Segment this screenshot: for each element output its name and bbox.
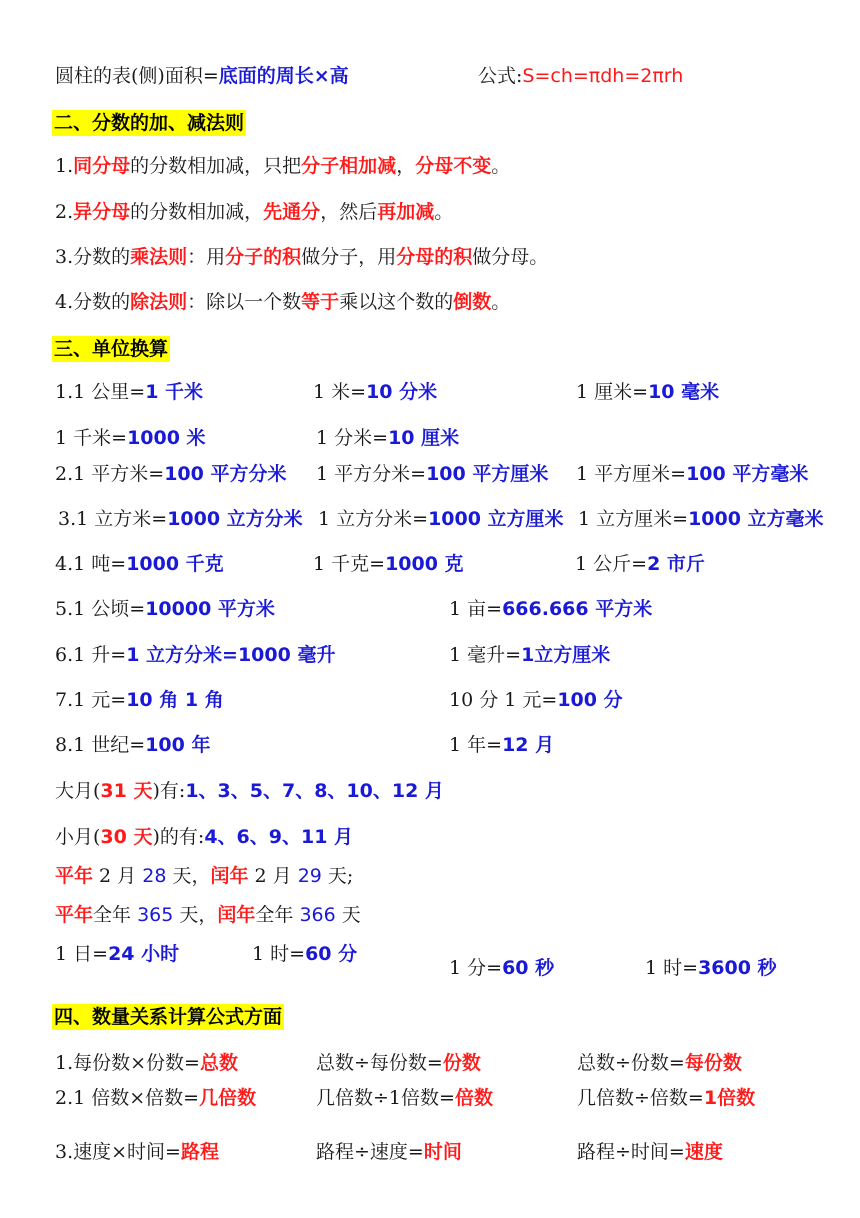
t: 2 月	[93, 865, 143, 887]
unit-row-8a	[55, 688, 224, 712]
t: 366	[299, 904, 336, 926]
formula-row-3a	[55, 1140, 219, 1164]
t: 总数÷每份数=	[316, 1052, 443, 1074]
time-c	[449, 956, 554, 980]
t: 29	[297, 865, 322, 887]
t: 乘法则	[130, 246, 188, 268]
t: 1.每份数×份数=	[55, 1052, 200, 1074]
t: 倍数	[454, 1087, 493, 1109]
t: 乘以这个数的	[339, 291, 454, 313]
t: ：用	[187, 246, 226, 268]
t: 7.1 元=	[55, 689, 127, 711]
t: 天	[335, 904, 361, 926]
t: 2.	[55, 201, 74, 223]
t: 100 年	[145, 734, 211, 756]
unit-row-6b	[449, 597, 652, 621]
unit-row-9a	[55, 733, 210, 757]
t: 10 角 1 角	[126, 689, 224, 711]
area-formula-line	[478, 64, 683, 88]
t: 1000 立方分米	[167, 508, 303, 530]
formula-label: 公式:	[478, 65, 523, 87]
t: 1 日=	[55, 943, 109, 965]
t: 再加减	[377, 201, 435, 223]
time-d	[645, 956, 777, 980]
unit-row-1b	[313, 380, 437, 404]
t: 1000 千克	[126, 553, 224, 575]
t: 。	[434, 201, 454, 223]
section-4-heading: 四、数量关系计算公式方面	[54, 1006, 283, 1028]
unit-row-3c	[576, 462, 808, 486]
t: 1 亩=	[449, 598, 503, 620]
t: 的分数相加减，只把	[130, 155, 302, 177]
t: 1、3、5、7、8、10、12 月	[185, 780, 444, 802]
t: 1 立方分米=1000 毫升	[126, 644, 336, 666]
t: 100 分	[557, 689, 623, 711]
t: 份数	[442, 1052, 481, 1074]
t: 1 平方厘米=	[576, 463, 687, 485]
t: 异分母	[73, 201, 131, 223]
t: 8.1 世纪=	[55, 734, 146, 756]
t: 闰年	[217, 904, 256, 926]
t: 除法则	[130, 291, 188, 313]
t: 总数	[199, 1052, 238, 1074]
unit-row-8b	[449, 688, 623, 712]
t: ，	[396, 155, 416, 177]
t: 1 立方厘米=	[578, 508, 689, 530]
unit-row-3a	[55, 462, 286, 486]
t: 100 平方毫米	[686, 463, 809, 485]
t: 几倍数÷1倍数=	[316, 1087, 455, 1109]
t: 全年	[255, 904, 300, 926]
t: 平年	[55, 865, 94, 887]
t: 天，	[173, 904, 218, 926]
t: 10 分米	[366, 381, 438, 403]
t: 2.1 倍数×倍数=	[55, 1087, 200, 1109]
formula-row-3c	[577, 1140, 723, 1164]
t: 1 千克=	[313, 553, 386, 575]
t: 60 秒	[502, 957, 555, 979]
t: ，然后	[320, 201, 378, 223]
t: 100 平方分米	[164, 463, 287, 485]
t: 分母不变	[415, 155, 492, 177]
t: 30 天	[100, 826, 153, 848]
rule-1	[55, 154, 510, 178]
unit-row-9b	[449, 733, 554, 757]
rule-2	[55, 200, 453, 224]
unit-row-5c	[575, 552, 705, 576]
t: 10000 平方米	[145, 598, 275, 620]
t: 10 厘米	[388, 427, 460, 449]
t: 1 千米	[145, 381, 204, 403]
t: 1.	[55, 155, 74, 177]
t: 365	[137, 904, 174, 926]
t: 做分子，用	[301, 246, 397, 268]
t: 4.分数的	[55, 291, 131, 313]
t: 大月(	[55, 780, 101, 802]
section-2-heading: 二、分数的加、减法则	[54, 112, 245, 134]
t: 小月(	[55, 826, 101, 848]
t: 4.1 吨=	[55, 553, 127, 575]
unit-row-4b	[318, 507, 564, 531]
t: 1 年=	[449, 734, 503, 756]
t: 31 天	[100, 780, 153, 802]
t: 总数÷份数=	[577, 1052, 685, 1074]
formula-row-1c	[577, 1051, 742, 1075]
unit-row-4c	[578, 507, 824, 531]
t: 速度	[684, 1141, 723, 1163]
t: 路程÷时间=	[577, 1141, 685, 1163]
area-line	[55, 64, 349, 88]
t: 60 分	[305, 943, 358, 965]
t: 几倍数÷倍数=	[577, 1087, 704, 1109]
t: 12 月	[502, 734, 555, 756]
t: 666.666 平方米	[502, 598, 653, 620]
t: ：除以一个数	[187, 291, 302, 313]
small-month-line	[55, 825, 353, 849]
t: )有:	[152, 780, 186, 802]
t: 3.速度×时间=	[55, 1141, 181, 1163]
rule-4	[55, 290, 510, 314]
unit-row-7b	[449, 643, 610, 667]
formula-row-1b	[316, 1051, 481, 1075]
t: 每份数	[684, 1052, 742, 1074]
t: 1000 立方厘米	[428, 508, 564, 530]
t: 100 平方厘米	[426, 463, 549, 485]
t: 1 公斤=	[575, 553, 648, 575]
t: 做分母。	[472, 246, 549, 268]
t: 闰年	[210, 865, 249, 887]
t: 6.1 升=	[55, 644, 127, 666]
t: 1 厘米=	[576, 381, 649, 403]
t: 1000 克	[385, 553, 464, 575]
t: 路程	[180, 1141, 219, 1163]
t: 1 千米=	[55, 427, 128, 449]
t: 1 米=	[313, 381, 367, 403]
t: 4、6、9、11 月	[204, 826, 354, 848]
unit-row-6a	[55, 597, 275, 621]
t: 倒数	[453, 291, 492, 313]
t: 28	[142, 865, 167, 887]
t: 等于	[301, 291, 340, 313]
t: 5.1 公顷=	[55, 598, 146, 620]
t: 1 毫升=	[449, 644, 522, 666]
formula-row-2c	[577, 1086, 755, 1110]
t: 10 毫米	[648, 381, 720, 403]
t: 3.分数的	[55, 246, 131, 268]
t: 分子相加减	[301, 155, 397, 177]
rule-3	[55, 245, 548, 269]
t: 。	[491, 155, 511, 177]
t: 先通分	[263, 201, 321, 223]
t: 1 分米=	[316, 427, 389, 449]
formula-row-3b	[316, 1140, 462, 1164]
area-label: 圆柱的表(侧)面积=	[55, 65, 219, 87]
time-a	[55, 942, 179, 966]
big-month-line	[55, 779, 444, 803]
t: 分母的积	[396, 246, 473, 268]
t: 分子的积	[225, 246, 302, 268]
t: 天;	[321, 865, 354, 887]
formula-row-2b	[316, 1086, 493, 1110]
t: 。	[491, 291, 511, 313]
t: 3600 秒	[698, 957, 777, 979]
t: 1000 米	[127, 427, 206, 449]
t: 2.1 平方米=	[55, 463, 165, 485]
t: )的有:	[152, 826, 205, 848]
t: 1.1 公里=	[55, 381, 146, 403]
t: 3.1 立方米=	[58, 508, 168, 530]
t: 2 月	[248, 865, 298, 887]
formula-row-1a	[55, 1051, 238, 1075]
unit-row-5a	[55, 552, 224, 576]
area-formula-text: 底面的周长×高	[218, 65, 349, 87]
unit-row-4a	[58, 507, 303, 531]
year-line	[55, 903, 361, 927]
t: 1立方厘米	[521, 644, 611, 666]
t: 1倍数	[703, 1087, 756, 1109]
formula-expression: S=ch=πdh=2πrh	[522, 65, 684, 87]
t: 1 时=	[645, 957, 699, 979]
unit-row-2b	[316, 426, 459, 450]
formula-row-2a	[55, 1086, 256, 1110]
section-3-heading: 三、单位换算	[54, 338, 169, 360]
t: 2 市斤	[647, 553, 705, 575]
t: 同分母	[73, 155, 131, 177]
unit-row-2a	[55, 426, 206, 450]
t: 平年	[55, 904, 94, 926]
t: 24 小时	[108, 943, 180, 965]
t: 全年	[93, 904, 138, 926]
t: 天，	[166, 865, 211, 887]
t: 1 平方分米=	[316, 463, 427, 485]
unit-row-3b	[316, 462, 548, 486]
t: 1 时=	[252, 943, 306, 965]
t: 1 分=	[449, 957, 503, 979]
time-b	[252, 942, 357, 966]
unit-row-1c	[576, 380, 719, 404]
t: 1 立方分米=	[318, 508, 429, 530]
t: 时间	[423, 1141, 462, 1163]
t: 1000 立方毫米	[688, 508, 824, 530]
t: 的分数相加减，	[130, 201, 264, 223]
unit-row-5b	[313, 552, 464, 576]
unit-row-7a	[55, 643, 335, 667]
feb-line	[55, 864, 353, 888]
t: 几倍数	[199, 1087, 257, 1109]
unit-row-1a	[55, 380, 203, 404]
t: 10 分 1 元=	[449, 689, 558, 711]
t: 路程÷速度=	[316, 1141, 424, 1163]
